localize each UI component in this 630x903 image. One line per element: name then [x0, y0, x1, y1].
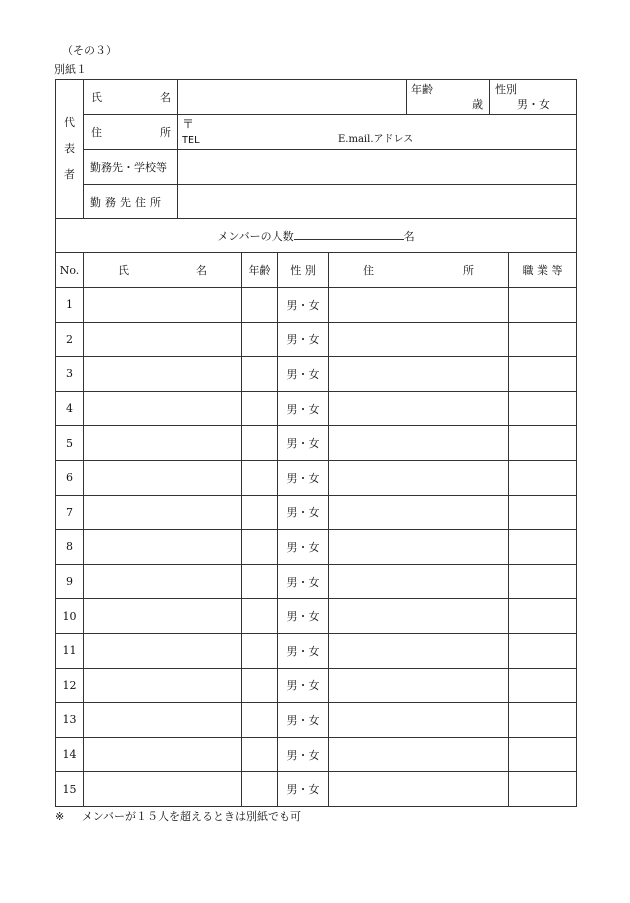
table-row	[56, 703, 577, 738]
member-address-field[interactable]	[329, 391, 509, 426]
member-occupation-field[interactable]	[509, 460, 577, 495]
table-row	[56, 564, 577, 599]
member-address-field[interactable]	[329, 737, 509, 772]
email-label: E.mail.アドレス	[338, 134, 414, 145]
member-address-field[interactable]	[329, 460, 509, 495]
row-no: 8	[56, 530, 84, 565]
member-name-field[interactable]	[84, 703, 242, 738]
member-age-field[interactable]	[242, 564, 278, 599]
member-gender-field[interactable]: 男・女	[278, 564, 329, 599]
part-label: （その３）	[62, 44, 117, 57]
member-age-field[interactable]	[242, 599, 278, 634]
member-occupation-field[interactable]	[509, 288, 577, 323]
member-gender-field[interactable]: 男・女	[278, 391, 329, 426]
row-no: 9	[56, 564, 84, 599]
member-name-field[interactable]	[84, 530, 242, 565]
rep-gender-field[interactable]	[490, 80, 577, 115]
member-address-field[interactable]	[329, 322, 509, 357]
gender-label: 性別	[495, 83, 517, 96]
rep-age-field[interactable]	[407, 80, 490, 115]
member-occupation-field[interactable]	[509, 703, 577, 738]
member-address-field[interactable]	[329, 426, 509, 461]
footnote-text: メンバーが１５人を超えるときは別紙でも可	[81, 810, 301, 823]
table-row	[56, 737, 577, 772]
member-age-field[interactable]	[242, 357, 278, 392]
member-count-unit: 名	[403, 229, 415, 243]
gender-options: 男・女	[517, 98, 550, 111]
workplace-label: 勤務先・学校等	[84, 150, 178, 185]
member-gender-field[interactable]: 男・女	[278, 322, 329, 357]
member-name-field[interactable]	[84, 460, 242, 495]
table-row	[56, 530, 577, 565]
row-no: 1	[56, 288, 84, 323]
member-gender-field[interactable]: 男・女	[278, 599, 329, 634]
member-gender-field[interactable]: 男・女	[278, 495, 329, 530]
member-gender-field[interactable]: 男・女	[278, 772, 329, 807]
member-name-field[interactable]	[84, 599, 242, 634]
member-occupation-field[interactable]	[509, 599, 577, 634]
member-age-field[interactable]	[242, 495, 278, 530]
member-gender-field[interactable]: 男・女	[278, 288, 329, 323]
member-name-field[interactable]	[84, 391, 242, 426]
tel-label: TEL	[182, 135, 201, 146]
table-row	[56, 668, 577, 703]
row-no: 6	[56, 460, 84, 495]
table-row	[56, 391, 577, 426]
attachment-label: 別紙１	[54, 63, 87, 76]
member-age-field[interactable]	[242, 530, 278, 565]
member-occupation-field[interactable]	[509, 322, 577, 357]
member-address-field[interactable]	[329, 495, 509, 530]
row-no: 7	[56, 495, 84, 530]
member-name-field[interactable]	[84, 495, 242, 530]
member-occupation-field[interactable]	[509, 772, 577, 807]
member-count-row	[56, 219, 577, 253]
member-age-field[interactable]	[242, 668, 278, 703]
header-gender: 性 別	[278, 253, 329, 288]
member-name-field[interactable]	[84, 737, 242, 772]
member-count-field[interactable]	[294, 228, 404, 240]
member-address-field[interactable]	[329, 564, 509, 599]
member-address-field[interactable]	[329, 772, 509, 807]
address-label-char: 住	[91, 126, 102, 139]
table-row	[56, 633, 577, 668]
table-row	[56, 357, 577, 392]
row-no: 5	[56, 426, 84, 461]
member-gender-field[interactable]: 男・女	[278, 668, 329, 703]
rep-char: 表	[64, 142, 75, 155]
address-label	[84, 115, 178, 150]
member-age-field[interactable]	[242, 633, 278, 668]
member-name-field[interactable]	[84, 564, 242, 599]
member-name-field[interactable]	[84, 668, 242, 703]
member-age-field[interactable]	[242, 737, 278, 772]
name-label-char: 名	[160, 91, 171, 104]
member-name-field[interactable]	[84, 426, 242, 461]
table-row	[56, 288, 577, 323]
member-name-field[interactable]	[84, 357, 242, 392]
representative-group-label	[56, 80, 84, 219]
footnote	[55, 811, 301, 822]
rep-workplace-address-field[interactable]	[178, 185, 577, 219]
member-gender-field[interactable]: 男・女	[278, 530, 329, 565]
member-gender-field[interactable]: 男・女	[278, 426, 329, 461]
header-age: 年齢	[242, 253, 278, 288]
member-name-field[interactable]	[84, 322, 242, 357]
header-name-char: 氏	[118, 264, 129, 277]
table-row	[56, 460, 577, 495]
row-no: 2	[56, 322, 84, 357]
member-age-field[interactable]	[242, 772, 278, 807]
rep-char: 代	[64, 116, 75, 129]
table-row	[56, 495, 577, 530]
member-occupation-field[interactable]	[509, 564, 577, 599]
member-occupation-field[interactable]	[509, 737, 577, 772]
member-address-field[interactable]	[329, 703, 509, 738]
rep-char: 者	[64, 168, 75, 181]
member-age-field[interactable]	[242, 460, 278, 495]
rep-workplace-field[interactable]	[178, 150, 577, 185]
footnote-mark: ※	[55, 810, 65, 823]
member-occupation-field[interactable]	[509, 530, 577, 565]
member-gender-field[interactable]: 男・女	[278, 357, 329, 392]
member-age-field[interactable]	[242, 288, 278, 323]
header-no: No.	[56, 253, 84, 288]
header-name-char: 名	[196, 264, 207, 277]
header-occupation: 職 業 等	[509, 253, 577, 288]
member-occupation-field[interactable]	[509, 495, 577, 530]
row-no: 3	[56, 357, 84, 392]
age-label: 年齢	[411, 83, 433, 96]
name-label	[84, 80, 178, 115]
table-row	[56, 322, 577, 357]
row-no: 12	[56, 668, 84, 703]
row-no: 13	[56, 703, 84, 738]
member-gender-field[interactable]: 男・女	[278, 460, 329, 495]
row-no: 10	[56, 599, 84, 634]
member-name-field[interactable]	[84, 288, 242, 323]
rep-name-field[interactable]	[178, 80, 407, 115]
member-occupation-field[interactable]	[509, 668, 577, 703]
row-no: 15	[56, 772, 84, 807]
age-unit: 歳	[472, 98, 483, 111]
header-address-char: 住	[363, 264, 374, 277]
member-gender-field[interactable]: 男・女	[278, 633, 329, 668]
postal-mark: 〒	[182, 117, 195, 131]
row-no: 14	[56, 737, 84, 772]
address-label-char: 所	[160, 126, 171, 139]
member-name-field[interactable]	[84, 772, 242, 807]
member-age-field[interactable]	[242, 426, 278, 461]
member-name-field[interactable]	[84, 633, 242, 668]
row-no: 4	[56, 391, 84, 426]
member-occupation-field[interactable]	[509, 633, 577, 668]
header-name	[84, 253, 242, 288]
members-header-row	[56, 253, 577, 288]
workplace-address-label: 勤務先住所	[84, 185, 178, 219]
member-age-field[interactable]	[242, 391, 278, 426]
member-count-label: メンバーの人数	[217, 229, 294, 243]
member-address-field[interactable]	[329, 633, 509, 668]
header-address-char: 所	[463, 264, 474, 277]
member-gender-field[interactable]: 男・女	[278, 737, 329, 772]
member-address-field[interactable]	[329, 668, 509, 703]
member-address-field[interactable]	[329, 288, 509, 323]
member-age-field[interactable]	[242, 703, 278, 738]
row-no: 11	[56, 633, 84, 668]
members-table	[55, 252, 577, 807]
member-gender-field[interactable]: 男・女	[278, 703, 329, 738]
name-label-char: 氏	[91, 91, 102, 104]
rep-address-field[interactable]	[178, 115, 577, 150]
member-occupation-field[interactable]	[509, 391, 577, 426]
table-row	[56, 599, 577, 634]
member-occupation-field[interactable]	[509, 357, 577, 392]
table-row	[56, 426, 577, 461]
member-occupation-field[interactable]	[509, 426, 577, 461]
member-address-field[interactable]	[329, 530, 509, 565]
header-address	[329, 253, 509, 288]
representative-table	[55, 79, 577, 253]
member-address-field[interactable]	[329, 599, 509, 634]
member-age-field[interactable]	[242, 322, 278, 357]
member-address-field[interactable]	[329, 357, 509, 392]
table-row	[56, 772, 577, 807]
